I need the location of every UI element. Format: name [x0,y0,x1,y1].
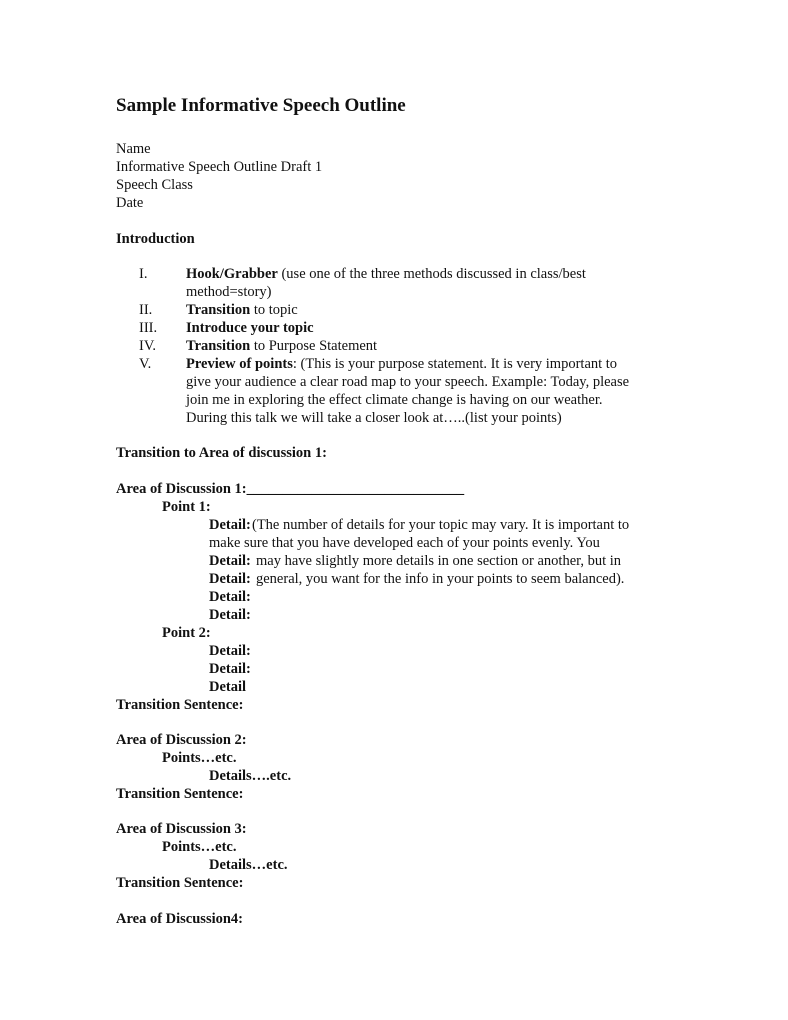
intro-item-cont: During this talk we will take a closer look at…..(list your points) [186,410,562,426]
header-date: Date [116,195,144,211]
intro-item-bold: Transition [186,338,251,354]
detail-text: make sure that you have developed each of your points evenly. You [209,535,600,551]
header-class: Speech Class [116,177,193,193]
detail-label: Detail [209,679,247,695]
area3-points: Points…etc. [162,839,237,855]
detail-text: may have slightly more details in one section or another, but in [256,553,622,569]
area1-transition-sentence: Transition Sentence: [116,697,244,713]
intro-item-text: : (This is your purpose statement. It is very important to [292,356,618,372]
detail-label: Detail: [209,607,251,623]
detail-text: general, you want for the info in your points to seem balanced). [256,571,625,587]
area2-points: Points…etc. [162,750,237,766]
intro-item-numeral: V. [139,356,152,372]
detail-label: Detail: [209,643,251,659]
area3-details: Details…etc. [209,857,288,873]
document-title: Sample Informative Speech Outline [116,95,406,116]
intro-item-numeral: IV. [139,338,157,354]
area2-details: Details….etc. [209,768,292,784]
intro-item-numeral: I. [139,266,148,282]
intro-item-transition-topic [186,301,298,319]
detail-label: Detail: [209,571,251,587]
transition-area1-heading: Transition to Area of discussion 1: [116,445,327,461]
intro-item-transition-purpose [186,337,377,355]
header-draft: Informative Speech Outline Draft 1 [116,159,323,175]
intro-item-text: (use one of the three methods discussed in class/best [277,266,586,282]
intro-item-bold: Transition [186,302,251,318]
intro-item-bold: Introduce your topic [186,320,314,336]
intro-item-text: to Purpose Statement [250,338,378,354]
intro-item-numeral: III. [139,320,158,336]
area3-transition-sentence: Transition Sentence: [116,875,244,891]
intro-item-hook [186,265,586,283]
area4-heading: Area of Discussion4: [116,911,244,927]
intro-item-preview [186,355,617,373]
detail-label: Detail: [209,517,251,533]
intro-item-bold: Preview of points [186,356,293,372]
detail-text: (The number of details for your topic may vary. It is important to [252,517,630,533]
header-name: Name [116,141,151,157]
detail-label: Detail: [209,661,251,677]
intro-item-cont: method=story) [186,284,272,300]
intro-item-introduce-topic [186,319,314,337]
introduction-heading: Introduction [116,231,195,247]
intro-item-numeral: II. [139,302,153,318]
intro-item-cont: give your audience a clear road map to your speech. Example: Today, please [186,374,630,390]
detail-label: Detail: [209,553,251,569]
detail-label: Detail: [209,589,251,605]
area1-point2: Point 2: [162,625,211,641]
intro-item-cont: join me in exploring the effect climate change is having on our weather. [186,392,603,408]
intro-item-bold: Hook/Grabber [186,266,278,282]
area1-heading: Area of Discussion 1:______________________________ [116,481,465,497]
area2-heading: Area of Discussion 2: [116,732,247,748]
area1-point1: Point 1: [162,499,211,515]
area2-transition-sentence: Transition Sentence: [116,786,244,802]
area3-heading: Area of Discussion 3: [116,821,247,837]
intro-item-text: to topic [250,302,298,318]
